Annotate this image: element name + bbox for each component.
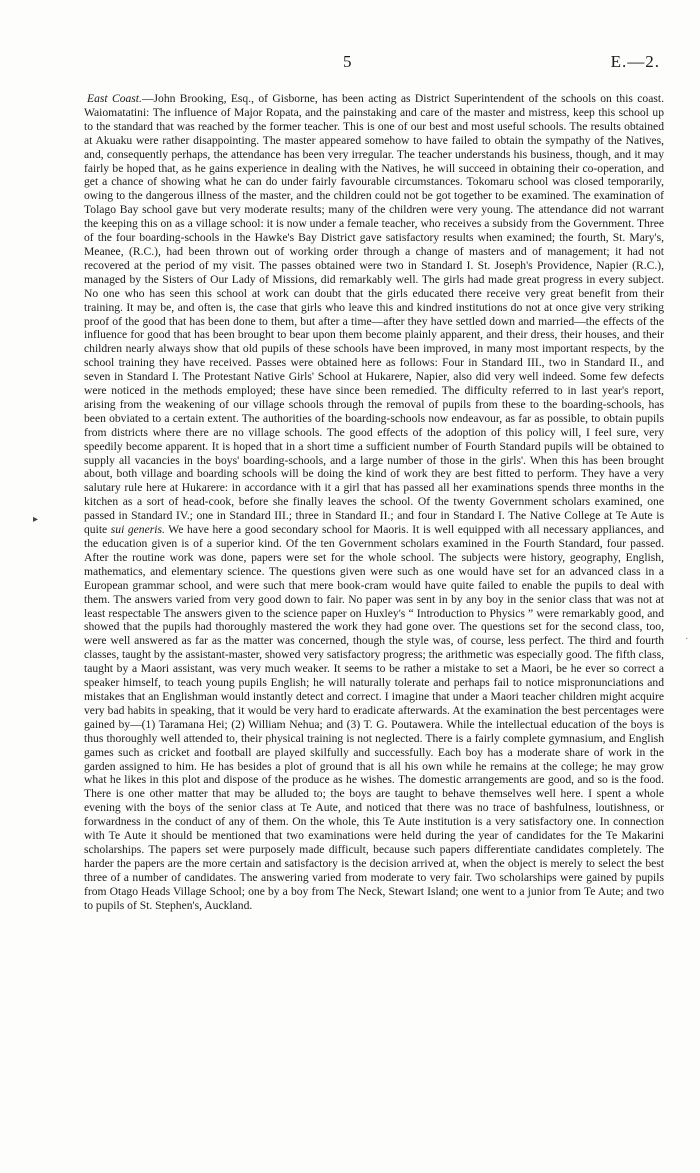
page-number: 5 <box>343 52 352 71</box>
paragraph-text-part-2: We have here a good secondary school for Maoris. It is well equipped with all necessary appliances, and the education given is of a superior kind. Of the ten Government scholars examined in the Fourth Standard, four passed. After the routine work was done, papers were set for the whole school. The subjects were history, geography, English, mathematics, and elementary science. The questions given were such as one would have set for an advanced class in a European grammar school, and were such that mere book-cram would have quite failed to enable the pupils to deal with them. The answers varied from very good down to fair. No paper was sent in by any boy in the senior class that was not at least respectable The answers given to the science paper on Huxley's “ Introduction to Physics ” were remarkably good, and showed that the pupils had thoroughly mastered the work they had gone over. The questions set for the second class, too, were well answered as far as the matter was concerned, though the style was, of course, less perfect. The third and fourth classes, taught by the assistant-master, showed very satisfactory progress; the arithmetic was especially good. The fifth class, taught by a Maori assistant, was very much weaker. It seems to be rather a mistake to set a Maori, be he ever so correct a speaker himself, to teach young pupils English; he will naturally tolerate and perhaps fail to notice mispronunciations and mistakes that an Englishman would instantly detect and correct. I imagine that under a Maori teacher children might acquire very bad habits in speaking, that it would be very hard to eradicate afterwards. At the examination the best percentages were gained by—(1) Taramana Hei; (2) William Nehua; and (3) T. G. Poutawera. While the intellectual education of the boys is thus thoroughly well attended to, their physical training is not neglected. There is a fairly complete gymnasium, and English games such as cricket and football are played skilfully and successfully. Each boy has a moderate share of work in the garden assigned to him. He has besides a plot of ground that is all his own while he remains at the college; he may grow what he likes in this plot and dispose of the produce as he wishes. The domestic arrangements are good, and so is the food. There is one other matter that may be alluded to; the boys are taught to behave themselves well here. I spent a whole evening with the boys of the senior class at Te Aute, and noticed that there was no trace of bashfulness, loutishness, or forwardness in the conduct of any of them. On the whole, this Te Aute institution is a very satisfactory one. In connection with Te Aute it should be mentioned that two examinations were held during the year of candidates for the Te Makarini scholarships. The papers set were purposely made difficult, because such papers differentiate candidates completely. The harder the papers are the more certain and satisfactory is the decision arrived at, when the object is merely to select the best three of a number of candidates. The answering varied from moderate to very fair. Two scholarships were gained by pupils from Otago Heads Village School; one by a boy from The Neck, Stewart Island; one went to a junior from Te Aute; and two to pupils of St. Stephen's, Auckland. <box>84 523 664 912</box>
italic-phrase: sui generis. <box>110 523 165 537</box>
paragraph-text-part-1: —John Brooking, Esq., of Gisborne, has been acting as District Superintendent of the schools on this coast. Waiomatatini: The influence of Major Ropata, and the painstaking and care of the master and mistress, keep this school up to the standard that was reached by the former teacher. This is one of our best and most useful schools. The results obtained at Akuaku were rather disappointing. The master appeared somehow to have failed to obtain the sympathy of the Natives, and, consequently perhaps, the attendance has been very irregular. The teacher understands his business, though, and it may fairly be hoped that, as he gains experience in dealing with the Natives, he will succeed in obtaining their co-operation, and get a chance of showing what he can do under fairly favourable circumstances. Tokomaru school was closed temporarily, owing to the dangerous illness of the master, and the children could not be got together to be examined. The examination of Tolago Bay school gave but very moderate results; many of the children were very young. The attendance did not warrant the keeping this on as a village school: it is now under a female teacher, who receives a subsidy from the Government. Three of the four boarding-schools in the Hawke's Bay District gave satisfactory results when examined; the fourth, St. Mary's, Meanee, (R.C.), had been thrown out of working order through a change of masters and of management; it had not recovered at the period of my visit. The passes obtained were two in Standard I. St. Joseph's Providence, Napier (R.C.), managed by the Sisters of Our Lady of Missions, did remarkably well. The girls had made great progress in every subject. No one who has seen this school at work can doubt that the girls educated there receive very great benefit from their training. It may be, and often is, the case that girls who leave this and kindred institutions do not at once give very striking proof of the good that has been done to them, but after a time—after they have settled down and married—the effects of the influence for good that has been brought to bear upon them become plainly apparent, and their dress, their houses, and their children nearly always show that old pupils of these schools have been improved, in many most important respects, by the school training they have received. Passes were obtained here as follows: Four in Standard III., two in Standard II., and seven in Standard I. The Protestant Native Girls' School at Hukarere, Napier, also did very well indeed. Some few defects were noticed in the methods employed; these have since been remedied. The difficulty referred to in last year's report, arising from the weakening of our village schools through the removal of pupils from these to the boarding-schools, has been obviated to a certain extent. The authorities of the boarding-schools now endeavour, as far as possible, to obtain pupils from districts where there are no village schools. The good effects of the adoption of this policy will, I feel sure, very speedily become apparent. It is hoped that in a short time a sufficient number of Fourth Standard pupils will be obtained to supply all vacancies in the boys' boarding-schools, and a large number of those in the girls'. When this has been brought about, both village and boarding schools will be doing the kind of work they are best fitted to perform. They have a very salutary rule here at Hukarere: in accordance with it a girl that has passed all her examinations spends three months in the kitchen as a sort of head-cook, before she finally leaves the school. Of the twenty Government scholars examined, one passed in Standard IV.; one in Standard III.; three in Standard II.; and four in Standard I. The Native College at Te Aute is quite <box>84 92 665 537</box>
page-header <box>0 52 700 76</box>
section-lead: East Coast. <box>87 92 142 105</box>
body-text <box>84 92 664 912</box>
paragraph-east-coast <box>84 92 664 912</box>
margin-dash-mark: ▸ <box>33 514 39 525</box>
document-reference: E.—2. <box>610 52 660 71</box>
margin-dot-mark: · <box>685 634 689 645</box>
